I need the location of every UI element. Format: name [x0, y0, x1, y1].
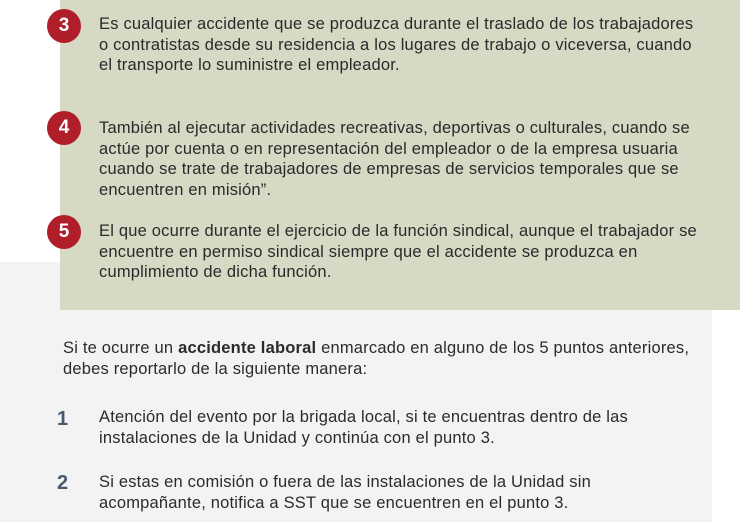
step-text: Atención del evento por la brigada local, si te encuentras dentro de las instalaciones de la Unidad y continúa con el punto 3.	[99, 408, 628, 447]
condition-text: El que ocurre durante el ejercicio de la función sindical, aunque el trabajador se encuentre en permiso sindical siempre que el accidente se produzca en cumplimiento de dicha función.	[99, 222, 697, 282]
number-badge: 5	[47, 215, 81, 249]
intro-text-end: enmarcado en alguno de los 5 puntos anteriores, debes reportarlo de la siguiente manera:	[63, 339, 690, 378]
step-text: Si estas en comisión o fuera de las instalaciones de la Unidad sin acompañante, notifica a SST que se encuentren en el punto 3.	[99, 473, 591, 512]
step-number: 2	[57, 472, 69, 494]
step-number: 1	[57, 408, 69, 430]
condition-text: También al ejecutar actividades recreativas, deportivas o culturales, cuando se actúe por cuenta o en representación del empleador o de la empresa usuaria cuando se trate de trabajadores de empresas de servicios temporales que se encuentren en misión”.	[99, 119, 690, 200]
intro-paragraph	[63, 338, 703, 379]
condition-text: Es cualquier accidente que se produzca durante el traslado de los trabajadores o contratistas desde su residencia a los lugares de trabajo o viceversa, cuando el transporte lo suministre el empleador.	[99, 15, 694, 75]
number-badge: 4	[47, 111, 81, 145]
number-badge: 3	[47, 9, 81, 43]
intro-highlight: accidente laboral	[178, 339, 317, 357]
intro-text-start: Si te ocurre un	[63, 339, 179, 357]
